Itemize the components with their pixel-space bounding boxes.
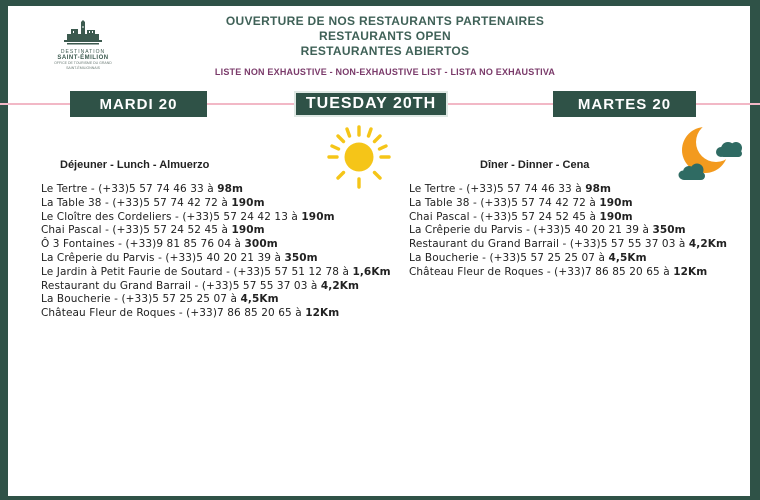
lunch-list — [41, 183, 391, 321]
restaurant-name: Restaurant du Grand Barrail - (+33)5 57 55 37 03 à — [41, 279, 321, 292]
restaurant-distance: 12Km — [673, 265, 708, 278]
restaurant-item — [409, 252, 727, 266]
title-es: RESTAURANTES ABIERTOS — [300, 44, 470, 58]
restaurant-item — [41, 307, 391, 321]
logo-name: SAINT-ÉMILION — [57, 55, 109, 61]
title-fr: OUVERTURE DE NOS RESTAURANTS PARTENAIRES — [225, 14, 545, 28]
restaurant-item — [41, 197, 391, 211]
restaurant-name: Le Tertre - (+33)5 57 74 46 33 à — [409, 183, 586, 195]
restaurant-name: Le Cloître des Cordeliers - (+33)5 57 24 42 13 à — [41, 210, 302, 223]
restaurant-name: Château Fleur de Roques - (+33)7 86 85 20 65 à — [409, 265, 674, 278]
restaurant-item — [41, 211, 391, 225]
restaurant-distance: 98m — [217, 183, 244, 195]
restaurant-distance: 4,2Km — [688, 238, 728, 251]
restaurant-item — [41, 266, 391, 280]
restaurant-distance: 12Km — [305, 307, 340, 320]
restaurant-distance: 98m — [585, 183, 612, 195]
dinner-list — [409, 183, 727, 280]
day-label-en: TUESDAY 20TH — [294, 91, 448, 117]
moon-clouds-icon — [676, 122, 746, 184]
restaurant-item — [41, 293, 391, 307]
restaurant-name: Le Tertre - (+33)5 57 74 46 33 à — [41, 183, 218, 195]
title-en: RESTAURANTS OPEN — [319, 29, 451, 43]
restaurant-distance: 350m — [284, 251, 318, 264]
restaurant-item — [41, 252, 391, 266]
restaurant-name: Le Jardin à Petit Faurie de Soutard - (+33)5 57 51 12 78 à — [41, 265, 353, 278]
restaurant-distance: 4,5Km — [608, 251, 647, 264]
restaurant-distance: 300m — [244, 238, 278, 251]
restaurant-item — [41, 280, 391, 294]
day-label-es: MARTES 20 — [553, 91, 696, 117]
restaurant-item — [41, 224, 391, 238]
restaurant-distance: 350m — [652, 224, 686, 237]
restaurant-distance: 190m — [231, 224, 265, 237]
restaurant-item — [41, 238, 391, 252]
restaurant-name: Chai Pascal - (+33)5 57 24 52 45 à — [41, 224, 232, 237]
restaurant-item — [409, 224, 727, 238]
village-logo-icon — [61, 20, 105, 46]
restaurant-name: La Crêperie du Parvis - (+33)5 40 20 21 39 à — [409, 224, 653, 237]
restaurant-distance: 190m — [231, 196, 265, 209]
restaurant-item — [409, 238, 727, 252]
dinner-title: Dîner - Dinner - Cena — [480, 159, 590, 171]
restaurant-item — [409, 197, 727, 211]
restaurant-name: La Boucherie - (+33)5 57 25 25 07 à — [409, 251, 609, 264]
restaurant-distance: 190m — [599, 210, 633, 223]
lunch-title: Déjeuner - Lunch - Almuerzo — [60, 159, 210, 171]
restaurant-name: Chai Pascal - (+33)5 57 24 52 45 à — [409, 210, 600, 223]
restaurant-item — [41, 183, 391, 197]
restaurant-distance: 190m — [599, 196, 633, 209]
restaurant-name: Ô 3 Fontaines - (+33)9 81 85 76 04 à — [41, 238, 245, 251]
restaurant-distance: 190m — [301, 210, 335, 223]
restaurant-name: Château Fleur de Roques - (+33)7 86 85 20 65 à — [41, 307, 306, 320]
restaurant-name: La Crêperie du Parvis - (+33)5 40 20 21 39 à — [41, 251, 285, 264]
restaurant-distance: 4,5Km — [240, 293, 279, 306]
logo-tagline: OFFICE DE TOURISME DU GRAND SAINT-ÉMILIONNAIS — [54, 61, 112, 70]
day-label-fr: MARDI 20 — [70, 91, 207, 117]
restaurant-name: La Table 38 - (+33)5 57 74 42 72 à — [41, 196, 232, 209]
header — [200, 14, 570, 77]
restaurant-name: Restaurant du Grand Barrail - (+33)5 57 55 37 03 à — [409, 238, 689, 251]
logo-destination: DESTINATION — [60, 49, 106, 55]
restaurant-item — [409, 183, 727, 197]
subtitle: LISTE NON EXHAUSTIVE - NON-EXHAUSTIVE LIST - LISTA NO EXHAUSTIVA — [214, 67, 556, 77]
restaurant-name: La Boucherie - (+33)5 57 25 25 07 à — [41, 293, 241, 306]
restaurant-name: La Table 38 - (+33)5 57 74 42 72 à — [409, 196, 600, 209]
logo — [52, 20, 114, 71]
restaurant-distance: 1,6Km — [352, 265, 391, 278]
restaurant-distance: 4,2Km — [320, 279, 360, 292]
restaurant-item — [409, 266, 727, 280]
restaurant-item — [409, 211, 727, 225]
